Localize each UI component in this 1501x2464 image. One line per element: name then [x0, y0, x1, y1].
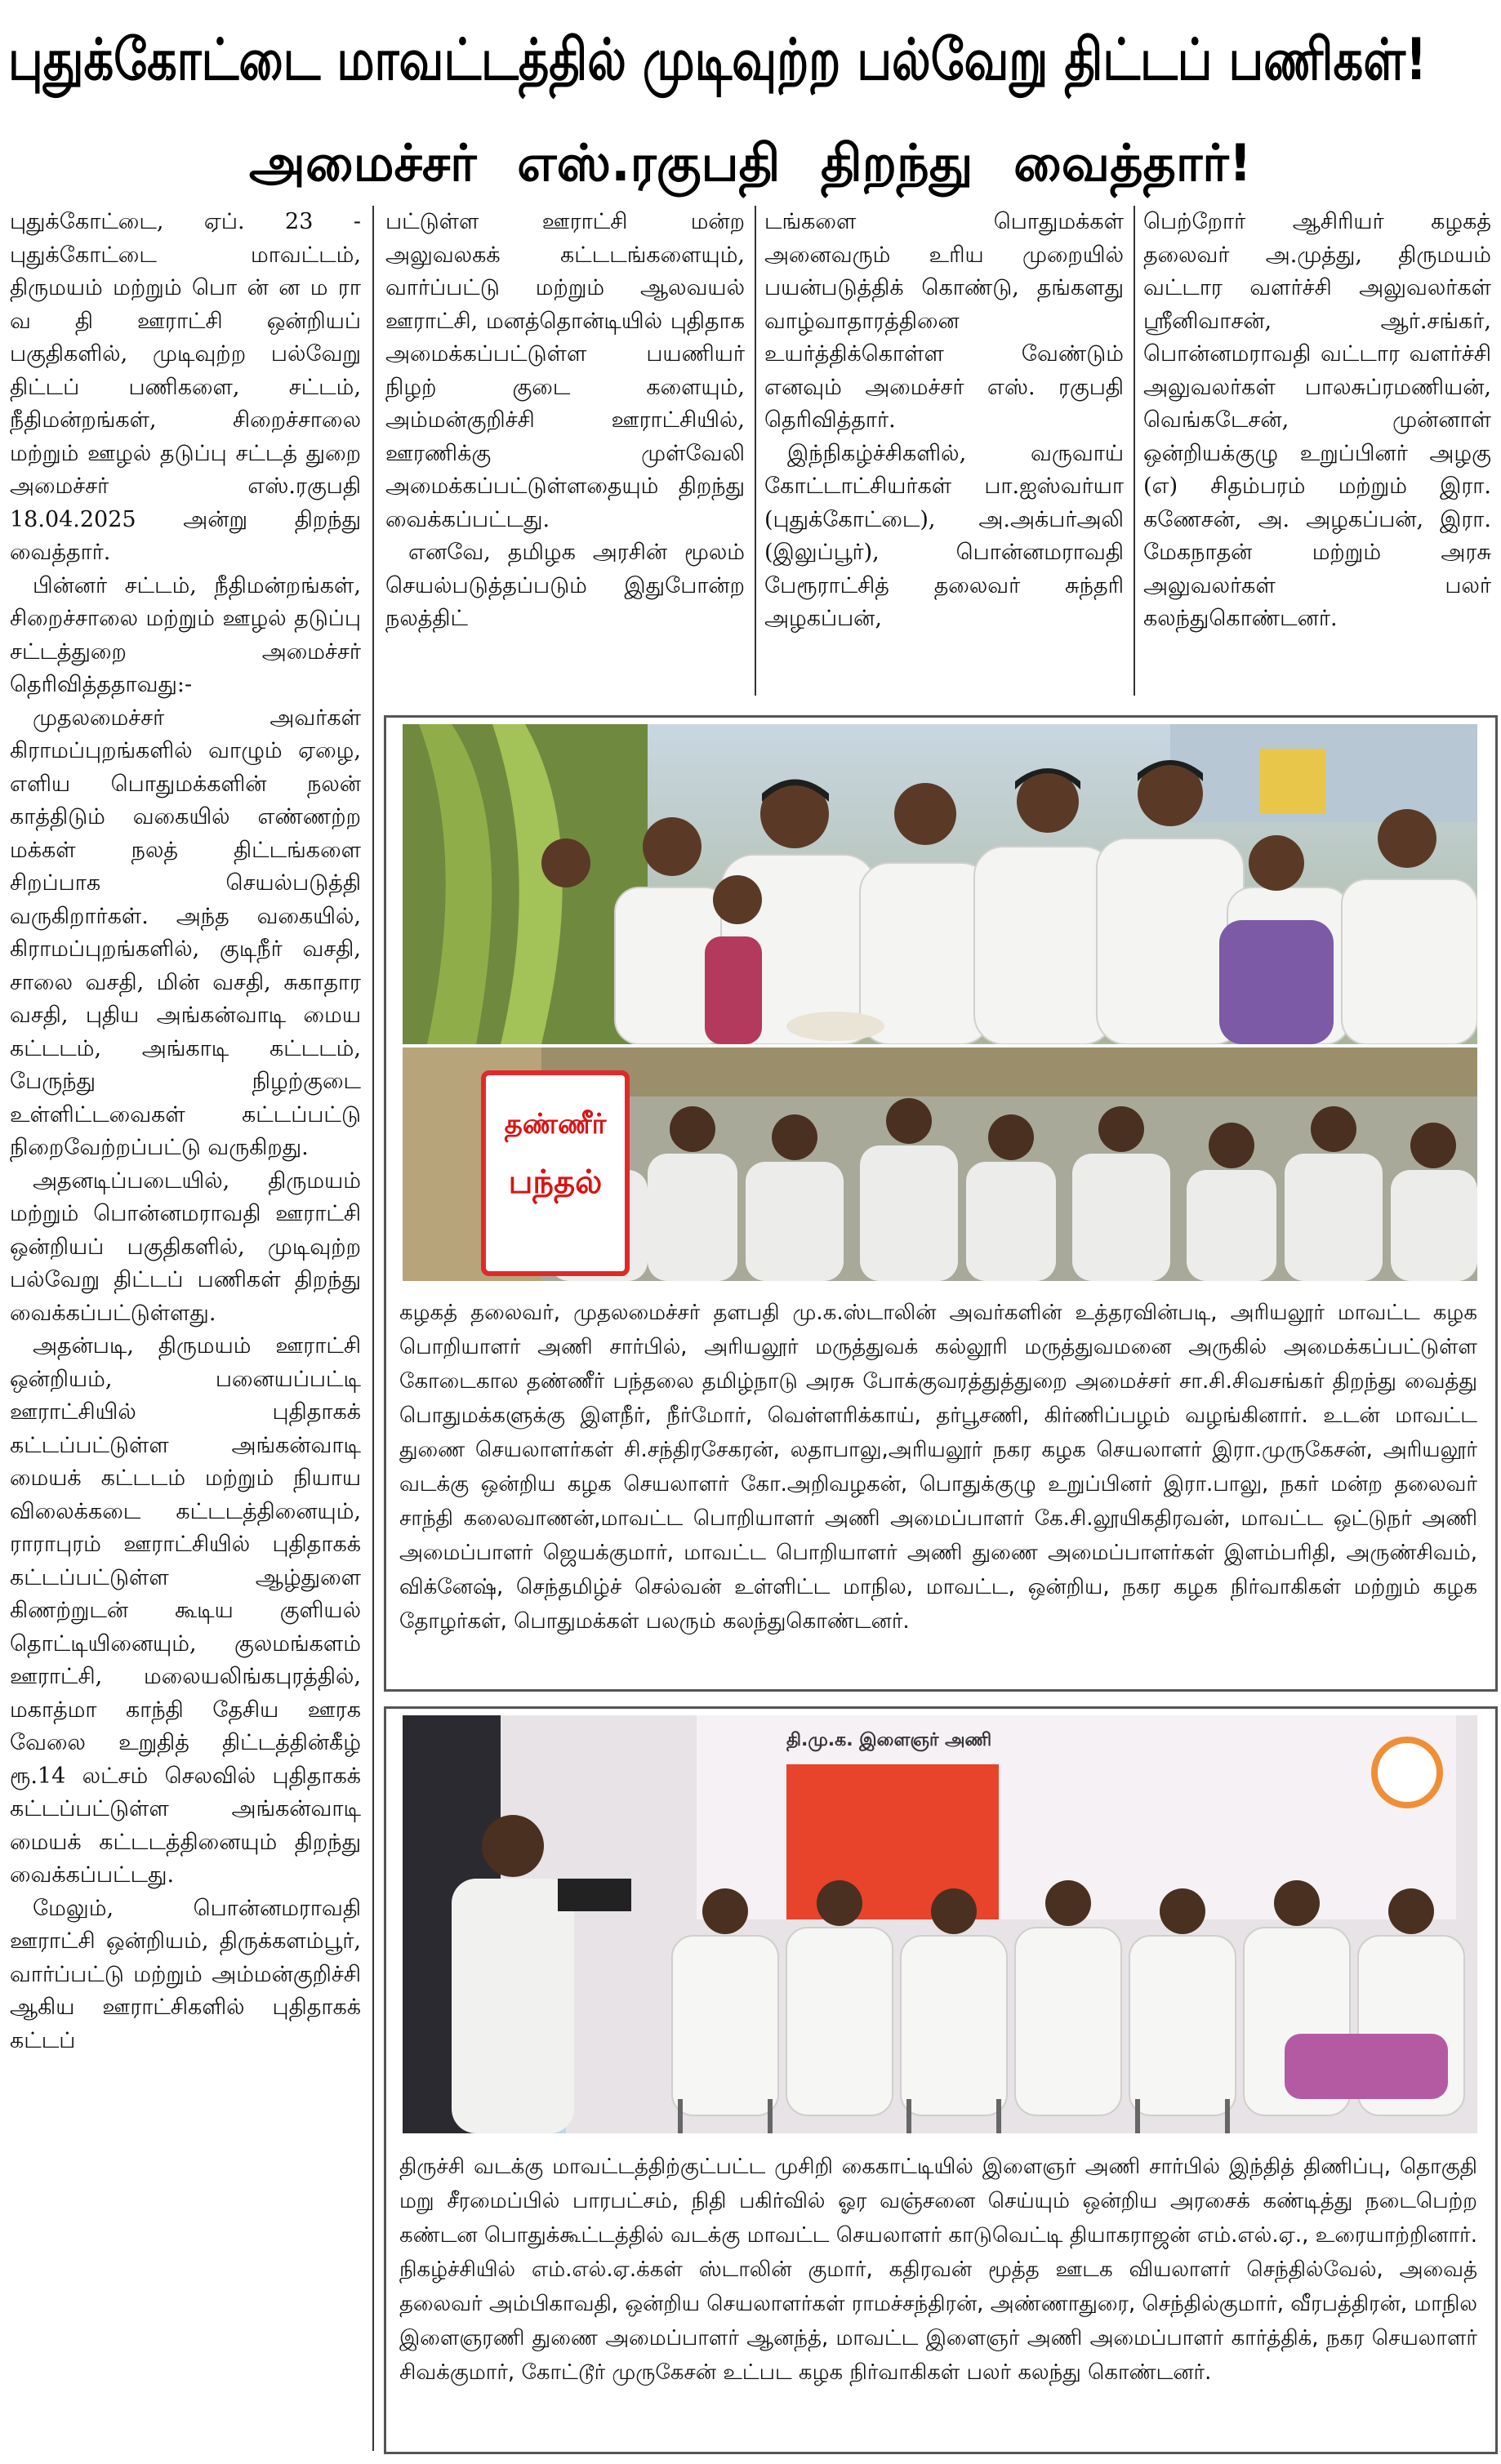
paragraph: டங்களை பொதுமக்கள் அனைவரும் உரிய முறையில் பயன்படுத்திக் கொண்டு, தங்களது வாழ்வாதாரத்தினை உயர்த்திக்கொள்ள வேண்டும் எனவும் அமைச்சர் எஸ். ரகுபதி தெரிவித்தார்.	[764, 209, 1124, 433]
paragraph: பெற்றோர் ஆசிரியர் கழகத் தலைவர் அ.முத்து, திருமயம் வட்டார வளர்ச்சி அலுவலர்கள் ஸ்ரீனிவாசன், ஆர்.சங்கர், பொன்னமராவதி வட்டார வளர்ச்சி அலுவலர்கள் பாலசுப்ரமணியன், வெங்கடேசன், முன்னாள் ஒன்றியக்குழு உறுப்பினர் அழகு (எ) சிதம்பரம் மற்றும் இரா. கணேசன், அ. அழகப்பன், இரா. மேகநாதன் மற்றும் அரசு அலுவலர்கள் பலர் கலந்துகொண்டனர்.	[1143, 209, 1491, 631]
photo-box-water-pandal	[384, 715, 1498, 1692]
photo-crowd	[403, 1047, 1477, 1281]
paragraph: எனவே, தமிழக அரசின் மூலம் செயல்படுத்தப்படும் இதுபோன்ற நலத்திட்	[385, 540, 745, 631]
column-divider	[755, 206, 756, 696]
photo-caption-2: திருச்சி வடக்கு மாவட்டத்திற்குட்பட்ட முசிறி கைகாட்டியில் இளைஞர் அணி சார்பில் இந்தித் திணிப்பு, தொகுதி மறு சீரமைப்பில் பாரபட்சம், நிதி பகிர்வில் ஓர வஞ்சனை செய்யும் ஒன்றிய அரசைக் கண்டித்து நடைபெற்ற கண்டன பொதுக்கூட்டத்தில் வடக்கு மாவட்ட செயலாளர் காடுவெட்டி தியாகராஜன் எம்.எல்.ஏ., உரையாற்றினார். நிகழ்ச்சியில் எம்.எல்.ஏ.க்கள் ஸ்டாலின் குமார், கதிரவன் மூத்த ஊடக வியலாளர் செந்தில்வேல், அவைத் தலைவர் அம்பிகாவதி, ஒன்றிய செயலாளர்கள் ராமச்சந்திரன், அண்ணாதுரை, செந்தில்குமார், வீரபத்திரன், மாநில இளைஞரணி துணை அமைப்பாளர் ஆனந்த், மாவட்ட இளைஞர் அணி அமைப்பாளர் கார்த்திக், நகர செயலாளர் சிவக்குமார், கோட்டூர் முருகேசன் உட்பட கழக நிர்வாகிகள் பலர் கலந்து கொண்டனர்.	[399, 2155, 1477, 2385]
paragraph: பின்னர் சட்டம், நீதிமன்றங்கள், சிறைச்சாலை மற்றும் ஊழல் தடுப்பு சட்டத்துறை அமைச்சர் தெரிவித்ததாவது:-	[10, 572, 361, 697]
article-column-3	[764, 206, 1124, 696]
photo-box-youth-wing	[384, 1706, 1498, 2454]
paragraph: புதுக்கோட்டை, ஏப். 23 - புதுக்கோட்டை மாவட்டம், திருமயம் மற்றும் பொ ன் ன ம ரா வ தி ஊராட்சி ஒன்றியப் பகுதிகளில், முடிவுற்ற பல்வேறு திட்டப் பணிகளை, சட்டம், நீதிமன்றங்கள், சிறைச்சாலை மற்றும் ஊழல் தடுப்பு சட்டத் துறை அமைச்சர் எஸ்.ரகுபதி 18.04.2025 அன்று திறந்து வைத்தார்.	[10, 209, 361, 565]
subheadline: அமைச்சர் எஸ்.ரகுபதி திறந்து வைத்தார்!	[249, 133, 1252, 193]
article-column-1	[10, 206, 361, 2451]
paragraph: அதன்படி, திருமயம் ஊராட்சி ஒன்றியம், பனையப்பட்டி ஊராட்சியில் புதிதாகக் கட்டப்பட்டுள்ள அங்கன்வாடி மையக் கட்டடம் மற்றும் நியாய விலைக்கடை கட்டடத்தினையும், ராராபுரம் ஊராட்சியில் புதிதாகக் கட்டப்பட்டுள்ள ஆழ்துளை கிணற்றுடன் கூடிய குளியல் தொட்டியினையும், குலமங்களம் ஊராட்சி, மலையலிங்கபுரத்தில், மகாத்மா காந்தி தேசிய ஊரக வேலை உறுதித் திட்டத்தின்கீழ் ரூ.14 லட்சம் செலவில் புதிதாகக் கட்டப்பட்டுள்ள அங்கன்வாடி மையக் கட்டடத்தினையும் திறந்து வைக்கப்பட்டது.	[10, 1333, 361, 1888]
stage-illustration	[403, 1715, 1477, 2133]
paragraph: பட்டுள்ள ஊராட்சி மன்ற அலுவலகக் கட்டடங்களையும், வார்ப்பட்டு மற்றும் ஆலவயல் ஊராட்சி, மனத்தொன்டியில் புதிதாக அமைக்கப்பட்டுள்ள பயணியர் நிழற் குடை களையும், அம்மன்குறிச்சி ஊராட்சியில், ஊரணிக்கு முள்வேலி அமைக்கப்பட்டுள்ளதையும் திறந்து வைக்கப்பட்டது.	[385, 209, 745, 532]
paragraph: இந்நிகழ்ச்சிகளில், வருவாய் கோட்டாட்சியர்கள் பா.ஐஸ்வர்யா (புதுக்கோட்டை), அ.அக்பர்அலி (இலுப்பூர்), பொன்னமராவதி பேரூராட்சித் தலைவர் சுந்தரி அழகப்பன்,	[764, 440, 1124, 631]
column-divider	[372, 206, 374, 2451]
paragraph: முதலமைச்சர் அவர்கள் கிராமப்புறங்களில் வாழும் ஏழை, எளிய பொதுமக்களின் நலன் காத்திடும் வகையில் எண்ணற்ற மக்கள் நலத் திட்டங்களை சிறப்பாக செயல்படுத்தி வருகிறார்கள். அந்த வகையில், கிராமப்புறங்களில், குடிநீர் வசதி, சாலை வசதி, மின் வசதி, சுகாதார வசதி, புதிய அங்கன்வாடி மைய கட்டடம், அங்காடி கட்டடம், பேருந்து நிழற்குடை உள்ளிட்டவைகள் கட்டப்பட்டு நிறைவேற்றப்பட்டு வருகிறது.	[10, 705, 361, 1160]
banner-title: தி.மு.க. இளைஞர் அணி	[786, 1730, 992, 1750]
paragraph: அதனடிப்படையில், திருமயம் மற்றும் பொன்னமராவதி ஊராட்சி ஒன்றியப் பகுதிகளில், முடிவுற்ற பல்வேறு திட்டப் பணிகள் திறந்து வைக்கப்பட்டுள்ளது.	[10, 1168, 361, 1326]
paragraph: மேலும், பொன்னமராவதி ஊராட்சி ஒன்றியம், திருக்களம்பூர், வார்ப்பட்டு மற்றும் அம்மன்குறிச்சி ஆகிய ஊராட்சிகளில் புதிதாகக் கட்டப்	[10, 1895, 361, 2053]
photo-caption-1: கழகத் தலைவர், முதலமைச்சர் தளபதி மு.க.ஸ்டாலின் அவர்களின் உத்தரவின்படி, அரியலூர் மாவட்ட கழக பொறியாளர் அணி சார்பில், அரியலூர் மருத்துவக் கல்லூரி மருத்துவமனை அருகில் அமைக்கப்பட்டுள்ள கோடைகால தண்ணீர் பந்தலை தமிழ்நாடு அரசு போக்குவரத்துத்துறை அமைச்சர் சா.சி.சிவசங்கர் திறந்து வைத்து பொதுமக்களுக்கு இளநீர், நீர்மோர், வெள்ளரிக்காய், தர்பூசணி, கிர்ணிப்பழம் வழங்கினார். உடன் மாவட்ட துணை செயலாளர்கள் சி.சந்திரசேகரன், லதாபாலு,அரியலூர் நகர கழக செயலாளர் இரா.முருகேசன், அரியலூர் வடக்கு ஒன்றிய கழக செயலாளர் கோ.அறிவழகன், பொதுக்குழு உறுப்பினர் இரா.பாலு, நகர் மன்ற தலைவர் சாந்தி கலைவாணன்,மாவட்ட பொறியாளர் அணி அமைப்பாளர் கே.சி.லூயிகதிரவன், மாவட்ட ஒட்டுநர் அணி அமைப்பாளர் ஜெயக்குமார், மாவட்ட பொறியாளர் அணி துணை அமைப்பாளர்கள் இளம்பரிதி, அருண்சிவம், விக்னேஷ், செந்தமிழ்ச் செல்வன் உள்ளிட்ட மாநில, மாவட்ட, ஒன்றிய, நகர கழக நிர்வாகிகள் மற்றும் கழக தோழர்கள், பொதுமக்கள் பலரும் கலந்துகொண்டனர்.	[399, 1301, 1477, 1634]
sign-line-1: தண்ணீர்	[504, 1108, 607, 1141]
article-column-4	[1143, 206, 1491, 696]
crowd-photo-illustration	[403, 724, 1477, 1044]
photo-public-meeting	[403, 1715, 1477, 2133]
water-pandal-sign	[481, 1070, 630, 1276]
article-column-2	[385, 206, 745, 696]
column-divider	[1134, 206, 1135, 696]
headline: புதுக்கோட்டை மாவட்டத்தில் முடிவுற்ற பல்வேறு திட்டப் பணிகள்!	[8, 26, 1428, 93]
sign-line-2: பந்தல்	[508, 1163, 603, 1201]
photo-inauguration	[403, 724, 1477, 1044]
